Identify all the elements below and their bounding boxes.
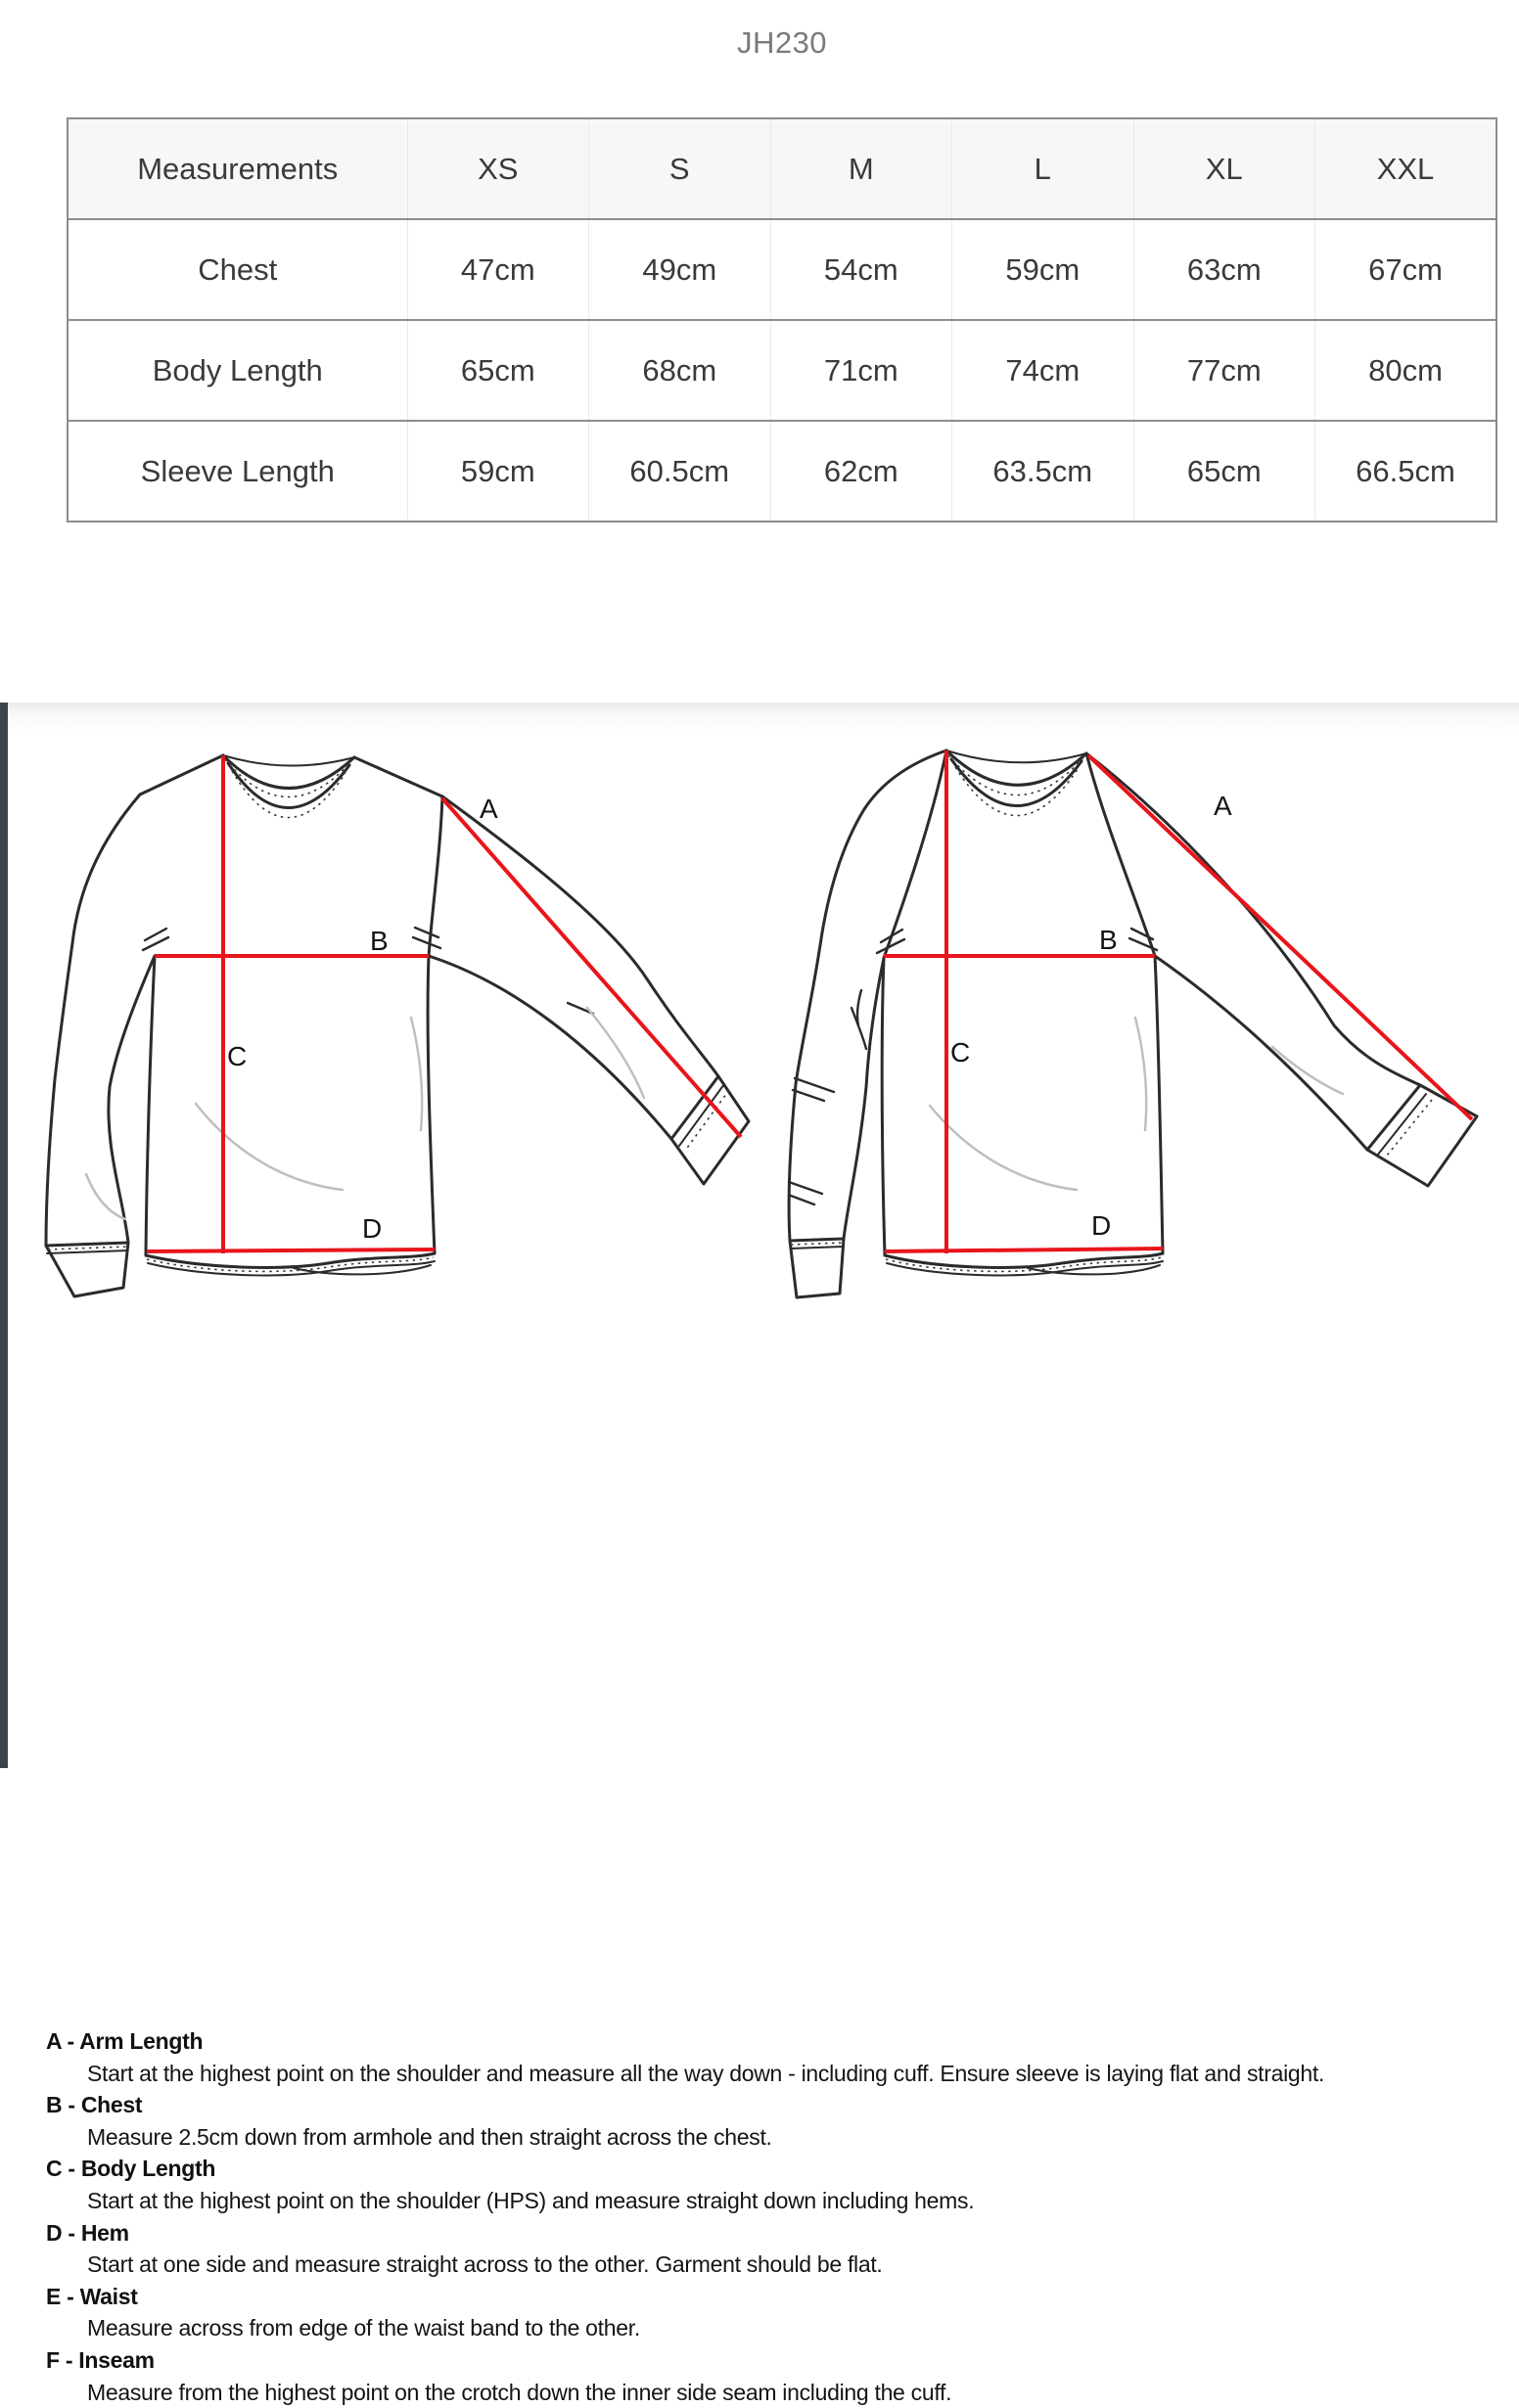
body-shading	[1135, 1018, 1146, 1130]
column-header-xxl: XXL	[1315, 118, 1497, 219]
row-label: Sleeve Length	[68, 421, 407, 522]
legend-description: Measure across from edge of the waist band to the other.	[87, 2315, 640, 2341]
body-left-seam	[882, 958, 885, 1255]
size-cell: 47cm	[407, 219, 589, 320]
body-left-seam	[146, 956, 155, 1255]
table-row-body-length	[68, 320, 1496, 421]
size-cell: 66.5cm	[1315, 421, 1497, 522]
label-hem: D	[362, 1213, 383, 1244]
size-cell: 63.5cm	[952, 421, 1134, 522]
measurements-table	[67, 117, 1497, 522]
column-header-xl: XL	[1133, 118, 1315, 219]
size-cell: 59cm	[952, 219, 1134, 320]
measure-line-hem	[885, 1249, 1163, 1251]
elbow-folds	[793, 1078, 834, 1101]
size-cell: 65cm	[1133, 421, 1315, 522]
measure-line-hem	[147, 1249, 435, 1251]
armpit-folds	[852, 990, 866, 1049]
label-chest: B	[1099, 925, 1118, 955]
measurement-legend	[46, 2025, 1436, 2408]
size-cell: 49cm	[589, 219, 771, 320]
legend-label: E - Waist	[46, 2283, 138, 2309]
label-body-length: C	[950, 1037, 971, 1068]
size-cell: 54cm	[770, 219, 952, 320]
size-cell: 80cm	[1315, 320, 1497, 421]
right-sleeve-top	[442, 796, 718, 1076]
measure-line-arm-length	[442, 798, 741, 1137]
armpit-folds	[143, 929, 168, 950]
legend-item-waist	[46, 2281, 1436, 2344]
legend-label: F - Inseam	[46, 2346, 155, 2373]
collar-inner	[228, 763, 349, 808]
legend-description: Start at one side and measure straight across to the other. Garment should be flat.	[87, 2251, 883, 2278]
size-cell: 65cm	[407, 320, 589, 421]
legend-item-arm-length	[46, 2025, 1436, 2089]
column-header-m: M	[770, 118, 952, 219]
right-cuff-line	[1377, 1094, 1426, 1156]
collar-back	[223, 755, 354, 766]
size-cell: 74cm	[952, 320, 1134, 421]
left-sleeve-outer	[789, 750, 946, 1241]
size-cell: 59cm	[407, 421, 589, 522]
label-chest: B	[370, 926, 389, 956]
body-shading	[930, 1106, 1077, 1190]
label-arm-length: A	[480, 794, 498, 824]
right-cuff-stitching	[1383, 1100, 1432, 1160]
column-header-s: S	[589, 118, 771, 219]
size-cell: 60.5cm	[589, 421, 771, 522]
body-right-seam	[1155, 956, 1163, 1253]
column-header-measurements: Measurements	[68, 118, 407, 219]
forearm-folds	[789, 1182, 822, 1204]
body-shading	[196, 1104, 343, 1190]
collar-inner	[951, 759, 1082, 806]
garment-diagrams	[0, 714, 1519, 1321]
row-label: Chest	[68, 219, 407, 320]
size-cell: 63cm	[1133, 219, 1315, 320]
legend-label: B - Chest	[46, 2092, 143, 2118]
legend-description: Start at the highest point on the shoulder (HPS) and measure straight down including hems.	[87, 2187, 975, 2213]
label-body-length: C	[227, 1041, 248, 1071]
legend-description: Measure 2.5cm down from armhole and then straight across the chest.	[87, 2123, 772, 2150]
legend-item-inseam	[46, 2344, 1436, 2408]
right-sleeve-bottom	[429, 956, 671, 1139]
legend-item-body-length	[46, 2153, 1436, 2216]
left-cuff-line	[791, 1247, 843, 1249]
legend-label: C - Body Length	[46, 2156, 216, 2182]
left-shirt-diagram	[46, 755, 749, 1296]
left-sleeve-outer	[46, 795, 140, 1246]
measure-line-arm-length	[1088, 755, 1472, 1119]
shirt-outline	[140, 755, 442, 796]
legend-description: Start at the highest point on the shoulder and measure all the way down - including cuff. Ensure sleeve is laying flat and straight.	[87, 2060, 1325, 2086]
row-label: Body Length	[68, 320, 407, 421]
size-cell: 77cm	[1133, 320, 1315, 421]
body-right-seam	[428, 796, 442, 1253]
size-cell: 71cm	[770, 320, 952, 421]
size-cell: 67cm	[1315, 219, 1497, 320]
left-cuff-line	[47, 1250, 127, 1253]
legend-description: Measure from the highest point on the crotch down the inner side seam including the cuff.	[87, 2379, 952, 2405]
collar-stitching	[948, 755, 1083, 795]
table-row-chest	[68, 219, 1496, 320]
table-row-sleeve-length	[68, 421, 1496, 522]
sleeve-shading	[587, 1008, 644, 1098]
left-cuff-stitching	[48, 1247, 127, 1249]
diagram-section	[0, 703, 1519, 2405]
legend-item-hem	[46, 2217, 1436, 2281]
table-header-row	[68, 118, 1496, 219]
legend-item-chest	[46, 2089, 1436, 2153]
armpit-folds	[413, 928, 440, 948]
column-header-l: L	[952, 118, 1134, 219]
label-arm-length: A	[1214, 791, 1232, 821]
collar-back	[946, 750, 1086, 762]
page-title: JH230	[736, 25, 828, 60]
size-cell: 68cm	[589, 320, 771, 421]
label-hem: D	[1091, 1210, 1112, 1241]
column-header-xs: XS	[407, 118, 589, 219]
left-sleeve-inner	[844, 958, 884, 1239]
left-cuff-stitching	[791, 1243, 843, 1245]
legend-label: D - Hem	[46, 2219, 129, 2246]
right-sleeve-bottom	[1155, 956, 1367, 1150]
legend-label: A - Arm Length	[46, 2028, 204, 2054]
body-shading	[411, 1018, 422, 1130]
right-shirt-diagram	[789, 750, 1477, 1297]
size-cell: 62cm	[770, 421, 952, 522]
